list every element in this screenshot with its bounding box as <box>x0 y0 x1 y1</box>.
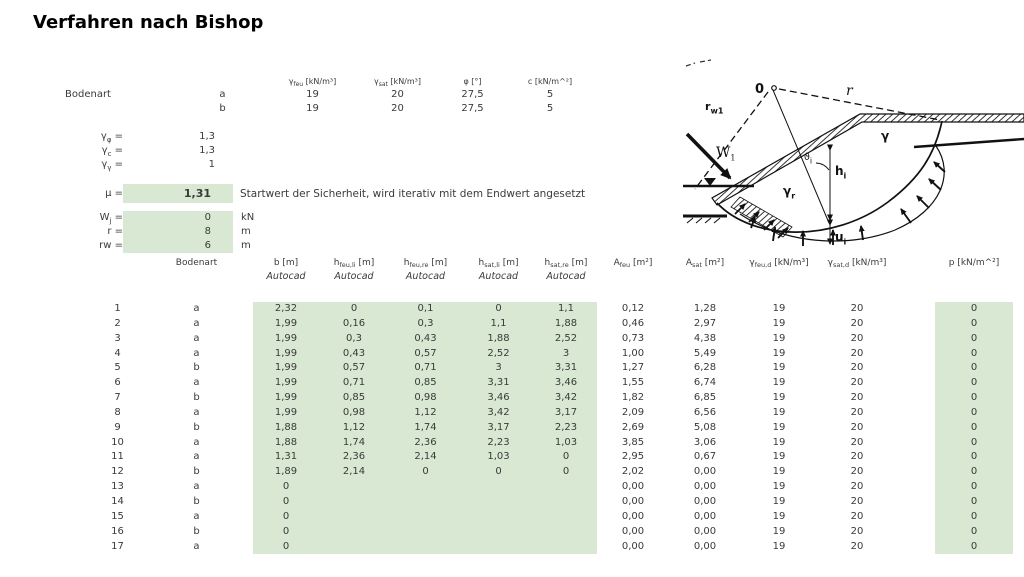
theta-angle-arc <box>816 163 829 170</box>
soil-value: 27,5 <box>461 103 484 114</box>
calc-cell: 20 <box>850 510 864 522</box>
bodenart-cell: a <box>193 317 200 329</box>
calc-cell: 5,08 <box>693 421 717 433</box>
column-header: $A_{feu}$ [m²] <box>613 258 653 269</box>
row-number: 14 <box>111 495 124 507</box>
calc-cell: 19 <box>772 525 786 537</box>
calc-cell: 0,00 <box>693 540 717 552</box>
calc-cell: 20 <box>850 451 864 463</box>
calc-cell: 20 <box>850 332 864 344</box>
calc-cell: 0,12 <box>621 303 645 314</box>
column-header <box>95 256 140 271</box>
calc-cell: 19 <box>772 495 786 507</box>
input-cell[interactable]: 2,52 <box>535 332 597 347</box>
soil-row-name: b <box>219 103 226 114</box>
calc-cell: 20 <box>850 421 864 433</box>
calc-cell: 1,28 <box>693 303 717 314</box>
calc-cell: 19 <box>772 317 786 329</box>
calc-cell: 0,73 <box>621 332 645 344</box>
calc-cell: 3,06 <box>693 436 717 448</box>
radius-label: r <box>846 83 853 99</box>
partial-factors-block <box>60 130 323 172</box>
row-number: 1 <box>114 303 121 314</box>
input-cell[interactable] <box>462 510 535 525</box>
p-input-cell[interactable]: 0 <box>935 376 1013 391</box>
calc-cell: 19 <box>772 540 786 552</box>
input-cell[interactable]: 0,43 <box>389 332 462 347</box>
param-value-cell[interactable]: 0 <box>123 211 233 225</box>
factor-value: 1,3 <box>199 145 215 156</box>
soil-table-label: Bodenart <box>65 89 111 100</box>
soil-value: 19 <box>306 89 319 100</box>
bodenart-cell: a <box>193 481 200 493</box>
input-cell[interactable] <box>319 495 389 510</box>
input-cell[interactable]: 1,99 <box>253 376 319 391</box>
input-cell[interactable]: 0 <box>535 465 597 480</box>
calc-cell: 20 <box>850 377 864 389</box>
row-number: 4 <box>114 347 121 359</box>
row-number: 2 <box>114 317 121 329</box>
input-cell[interactable]: 3,42 <box>535 391 597 406</box>
row-number: 10 <box>111 436 124 448</box>
row-number: 15 <box>111 510 124 522</box>
calc-cell: 6,28 <box>693 362 717 374</box>
input-cell[interactable]: 1,1 <box>462 317 535 332</box>
input-cell[interactable]: 0,1 <box>389 302 462 317</box>
column-header: φ [°] <box>463 77 482 86</box>
input-cell[interactable]: 2,23 <box>535 421 597 436</box>
calc-cell: 0,00 <box>693 525 717 537</box>
autocad-source-label: Autocad <box>334 271 374 282</box>
slip-circle-center <box>772 86 777 91</box>
param-value-cell[interactable]: 6 <box>123 239 233 253</box>
input-cell[interactable]: 1,31 <box>253 450 319 465</box>
calc-cell: 20 <box>850 525 864 537</box>
row-number: 9 <box>114 421 121 433</box>
p-input-cell[interactable]: 0 <box>935 421 1013 436</box>
p-input-cell[interactable]: 0 <box>935 540 1013 555</box>
column-header: $h_{sat,re}$ [m] <box>544 258 588 269</box>
left-ground-hatch <box>687 218 720 223</box>
bodenart-cell: b <box>193 392 200 404</box>
input-cell[interactable]: 0 <box>462 302 535 317</box>
column-header: $A_{sat}$ [m²] <box>685 258 725 269</box>
calc-cell: 0,46 <box>621 317 645 329</box>
pore-pressure-label: $u_i$ <box>835 230 847 247</box>
input-cell[interactable]: 1,99 <box>253 317 319 332</box>
calc-cell: 2,02 <box>621 466 645 478</box>
soil-value: 20 <box>391 89 404 100</box>
input-cell[interactable]: 0,71 <box>389 361 462 376</box>
safety-factor-note: Startwert der Sicherheit, wird iterativ mit dem Endwert angesetzt <box>240 188 586 200</box>
calc-cell: 19 <box>772 436 786 448</box>
input-cell[interactable] <box>319 510 389 525</box>
autocad-source-label: Autocad <box>405 271 446 282</box>
p-input-cell[interactable]: 0 <box>935 436 1013 451</box>
bodenart-cell: b <box>193 525 200 537</box>
column-header: $h_{sat,li}$ [m] <box>478 258 519 269</box>
column-header: p [kN/m^²] <box>948 258 1000 268</box>
calc-cell: 0,00 <box>693 495 717 507</box>
factor-label: $\gamma_c$ = <box>101 145 123 158</box>
column-header: $\gamma_{feu,d}$ [kN/m³] <box>749 258 809 269</box>
input-cell[interactable]: 1,99 <box>253 332 319 347</box>
input-cell[interactable]: 1,89 <box>253 465 319 480</box>
input-cell[interactable]: 0,85 <box>389 376 462 391</box>
input-cell[interactable]: 1,12 <box>389 406 462 421</box>
calc-cell: 19 <box>772 392 786 404</box>
input-cell[interactable] <box>389 525 462 540</box>
column-header: $\gamma_{sat,d}$ [kN/m³] <box>827 258 887 269</box>
input-cell[interactable]: 1,88 <box>462 332 535 347</box>
calc-cell: 20 <box>850 392 864 404</box>
param-value-cell[interactable]: 8 <box>123 225 233 239</box>
calc-cell: 3,85 <box>621 436 645 448</box>
calc-cell: 20 <box>850 466 864 478</box>
input-cell[interactable]: 2,36 <box>389 436 462 451</box>
calc-cell: 6,56 <box>693 406 717 418</box>
row-number: 12 <box>111 466 124 478</box>
input-cell[interactable]: 1,99 <box>253 347 319 362</box>
input-cell[interactable] <box>389 495 462 510</box>
input-cell[interactable]: 2,52 <box>462 347 535 362</box>
calc-cell: 6,74 <box>693 377 717 389</box>
calc-cell: 20 <box>850 347 864 359</box>
input-cell[interactable]: 2,36 <box>319 450 389 465</box>
input-cell[interactable]: 3,17 <box>535 406 597 421</box>
input-cell[interactable]: 3,42 <box>462 406 535 421</box>
input-cell[interactable]: 1,03 <box>462 450 535 465</box>
p-input-cell[interactable]: 0 <box>935 361 1013 376</box>
autocad-source-label: Autocad <box>266 271 306 282</box>
input-cell[interactable]: 3 <box>535 347 597 362</box>
calc-cell: 19 <box>772 406 786 418</box>
param-unit: m <box>241 226 251 237</box>
input-cell[interactable]: 0 <box>253 480 319 495</box>
bodenart-cell: b <box>193 362 200 374</box>
calc-cell: 0,67 <box>693 451 717 463</box>
input-cell[interactable] <box>535 540 597 555</box>
calc-cell: 4,38 <box>693 332 717 344</box>
input-cell[interactable]: 0,3 <box>389 317 462 332</box>
p-input-cell[interactable]: 0 <box>935 406 1013 421</box>
row-number: 5 <box>114 362 121 374</box>
calc-cell: 0,00 <box>621 540 645 552</box>
input-cell[interactable]: 0,71 <box>319 376 389 391</box>
input-cell[interactable] <box>319 525 389 540</box>
calc-cell: 1,00 <box>621 347 645 359</box>
column-header: $\gamma_{feu}$ [kN/m³] <box>288 77 337 88</box>
factor-label: $\gamma_\gamma$ = <box>101 159 123 172</box>
input-cell[interactable]: 1,03 <box>535 436 597 451</box>
input-cell[interactable] <box>319 540 389 555</box>
input-cell[interactable]: 0 <box>253 525 319 540</box>
input-cell[interactable]: 0,3 <box>319 332 389 347</box>
input-cell[interactable]: 0,57 <box>319 361 389 376</box>
bodenart-cell: a <box>193 377 200 389</box>
bodenart-cell: a <box>193 406 200 418</box>
input-cell[interactable]: 1,88 <box>535 317 597 332</box>
soil-value: 27,5 <box>461 89 484 100</box>
sat-unit-weight-label: $\gamma_r$ <box>783 184 796 201</box>
slope-water-pressure-band <box>731 197 792 237</box>
p-input-cell[interactable]: 0 <box>935 450 1013 465</box>
calc-cell: 20 <box>850 436 864 448</box>
input-cell[interactable]: 3,31 <box>535 361 597 376</box>
input-cell[interactable]: 0 <box>319 302 389 317</box>
param-unit: kN <box>241 212 255 223</box>
calc-cell: 20 <box>850 540 864 552</box>
theta-label: $ϑ_i$ <box>804 152 813 166</box>
water-weight-label: $W_1$ <box>716 145 736 163</box>
input-cell[interactable]: 0 <box>389 465 462 480</box>
input-cell[interactable]: 1,88 <box>253 436 319 451</box>
bodenart-cell: a <box>193 510 200 522</box>
p-input-cell[interactable]: 0 <box>935 465 1013 480</box>
calc-cell: 19 <box>772 347 786 359</box>
input-cell[interactable]: 1,99 <box>253 406 319 421</box>
column-header: b [m] <box>273 258 299 268</box>
column-header: $h_{feu,li}$ [m] <box>333 258 375 269</box>
row-number: 13 <box>111 481 124 493</box>
geometry-params-block <box>60 211 323 253</box>
input-cell[interactable]: 1,1 <box>535 302 597 317</box>
input-cell[interactable]: 0,98 <box>389 391 462 406</box>
factor-label: $\gamma_\varphi$ = <box>100 131 123 144</box>
p-input-cell[interactable]: 0 <box>935 510 1013 525</box>
input-cell[interactable]: 0 <box>535 450 597 465</box>
bodenart-cell: b <box>193 495 200 507</box>
calc-cell: 0,00 <box>693 510 717 522</box>
p-input-cell[interactable]: 0 <box>935 347 1013 362</box>
unit-weight-label: γ <box>881 129 890 143</box>
factor-value: 1,3 <box>199 131 215 142</box>
input-cell[interactable]: 0,16 <box>319 317 389 332</box>
calc-cell: 19 <box>772 362 786 374</box>
calc-cell: 6,85 <box>693 392 717 404</box>
input-cell[interactable]: 0 <box>253 510 319 525</box>
bodenart-cell: a <box>193 332 200 344</box>
input-cell[interactable] <box>462 525 535 540</box>
autocad-source-label: Autocad <box>546 271 586 282</box>
calc-cell: 1,55 <box>621 377 645 389</box>
calc-cell: 20 <box>850 406 864 418</box>
input-cell[interactable] <box>535 510 597 525</box>
slice-height-label: $h_i$ <box>835 164 847 181</box>
calc-cell: 1,82 <box>621 392 645 404</box>
input-cell[interactable]: 0 <box>253 495 319 510</box>
input-cell[interactable]: 0,57 <box>389 347 462 362</box>
calc-cell: 19 <box>772 481 786 493</box>
bishop-slope-diagram <box>683 42 1024 250</box>
calc-cell: 19 <box>772 510 786 522</box>
bodenart-cell: b <box>193 421 200 433</box>
calc-cell: 20 <box>850 495 864 507</box>
soil-value: 20 <box>391 103 404 114</box>
dashed-tick <box>686 60 711 66</box>
input-cell[interactable]: 0,43 <box>319 347 389 362</box>
input-cell[interactable]: 0,98 <box>319 406 389 421</box>
input-cell[interactable] <box>389 510 462 525</box>
bodenart-cell: a <box>193 540 200 552</box>
factor-value: 1 <box>208 159 215 170</box>
calc-cell: 2,09 <box>621 406 645 418</box>
input-cell[interactable]: 2,32 <box>253 302 319 317</box>
calc-cell: 19 <box>772 377 786 389</box>
center-label: 0 <box>755 82 765 97</box>
p-input-cell[interactable]: 0 <box>935 391 1013 406</box>
water-table-right <box>914 139 1024 147</box>
input-cell[interactable]: 3,17 <box>462 421 535 436</box>
input-cell[interactable] <box>462 495 535 510</box>
calc-cell: 1,27 <box>621 362 645 374</box>
p-input-cell[interactable]: 0 <box>935 525 1013 540</box>
input-cell[interactable]: 1,99 <box>253 391 319 406</box>
soil-row-name: a <box>219 89 226 100</box>
param-unit: m <box>241 240 251 251</box>
p-input-cell[interactable]: 0 <box>935 302 1013 317</box>
input-cell[interactable] <box>389 540 462 555</box>
input-cell[interactable]: 0 <box>253 540 319 555</box>
bodenart-cell: a <box>193 436 200 448</box>
bodenart-cell: a <box>193 347 200 359</box>
calc-cell: 19 <box>772 421 786 433</box>
input-cell[interactable]: 2,23 <box>462 436 535 451</box>
calc-cell: 20 <box>850 317 864 329</box>
p-input-cell[interactable]: 0 <box>935 495 1013 510</box>
soil-value: 19 <box>306 103 319 114</box>
input-cell[interactable] <box>389 480 462 495</box>
column-header: $\gamma_{sat}$ [kN/m³] <box>374 77 421 88</box>
calc-cell: 2,97 <box>693 317 717 329</box>
input-cell[interactable]: 1,88 <box>253 421 319 436</box>
column-header: Bodenart <box>175 258 218 268</box>
input-cell[interactable]: 0,85 <box>319 391 389 406</box>
row-number: 7 <box>114 392 121 404</box>
soil-value: 5 <box>546 89 554 100</box>
row-number: 17 <box>111 540 124 552</box>
input-cell[interactable]: 1,12 <box>319 421 389 436</box>
page-title: Verfahren nach Bishop <box>33 12 264 33</box>
p-input-cell[interactable]: 0 <box>935 317 1013 332</box>
param-label: r = <box>107 226 123 237</box>
input-cell[interactable]: 3,46 <box>462 391 535 406</box>
calc-cell: 19 <box>772 466 786 478</box>
calc-cell: 20 <box>850 303 864 314</box>
calc-cell: 5,49 <box>693 347 717 359</box>
bodenart-cell: a <box>193 451 200 463</box>
calc-cell: 20 <box>850 362 864 374</box>
calc-cell: 0,00 <box>621 525 645 537</box>
calc-cell: 19 <box>772 332 786 344</box>
input-cell[interactable]: 2,14 <box>389 450 462 465</box>
calc-cell: 20 <box>850 481 864 493</box>
input-cell[interactable]: 1,74 <box>389 421 462 436</box>
calc-cell: 2,95 <box>621 451 645 463</box>
soil-parameter-table <box>60 74 595 116</box>
calc-cell: 2,69 <box>621 421 645 433</box>
mu-value-cell[interactable]: 1,31 <box>123 184 233 203</box>
input-cell[interactable]: 3,46 <box>535 376 597 391</box>
row-number: 11 <box>111 451 124 463</box>
row-number: 6 <box>114 377 121 389</box>
p-input-cell[interactable]: 0 <box>935 480 1013 495</box>
param-label: rw = <box>99 240 123 251</box>
input-cell[interactable] <box>319 480 389 495</box>
input-cell[interactable]: 3 <box>462 361 535 376</box>
input-cell[interactable] <box>535 525 597 540</box>
calc-cell: 0,00 <box>693 466 717 478</box>
param-label: $W_j$ = <box>99 212 123 225</box>
row-number: 8 <box>114 406 121 418</box>
slope-surface <box>712 114 1024 205</box>
autocad-source-label: Autocad <box>478 271 519 282</box>
input-cell[interactable] <box>462 540 535 555</box>
slice-table <box>95 256 1013 554</box>
column-header: $h_{feu,re}$ [m] <box>403 258 448 269</box>
mu-label: μ = <box>105 188 123 199</box>
calc-cell: 19 <box>772 303 786 314</box>
column-header: c [kN/m^²] <box>527 77 573 86</box>
input-cell[interactable]: 1,74 <box>319 436 389 451</box>
calc-cell: 0,00 <box>693 481 717 493</box>
input-cell[interactable] <box>535 495 597 510</box>
bodenart-cell: a <box>193 303 200 314</box>
calc-cell: 0,00 <box>621 510 645 522</box>
row-number: 3 <box>114 332 121 344</box>
input-cell[interactable] <box>535 480 597 495</box>
water-radius-label: $r_{w1}$ <box>705 100 724 116</box>
calc-cell: 0,00 <box>621 495 645 507</box>
row-number: 16 <box>111 525 124 537</box>
input-cell[interactable] <box>462 480 535 495</box>
bodenart-cell: b <box>193 466 200 478</box>
input-cell[interactable]: 1,99 <box>253 361 319 376</box>
input-cell[interactable]: 3,31 <box>462 376 535 391</box>
p-input-cell[interactable]: 0 <box>935 332 1013 347</box>
calc-cell: 19 <box>772 451 786 463</box>
input-cell[interactable]: 2,14 <box>319 465 389 480</box>
input-cell[interactable]: 0 <box>462 465 535 480</box>
calc-cell: 0,00 <box>621 481 645 493</box>
soil-value: 5 <box>546 103 554 114</box>
